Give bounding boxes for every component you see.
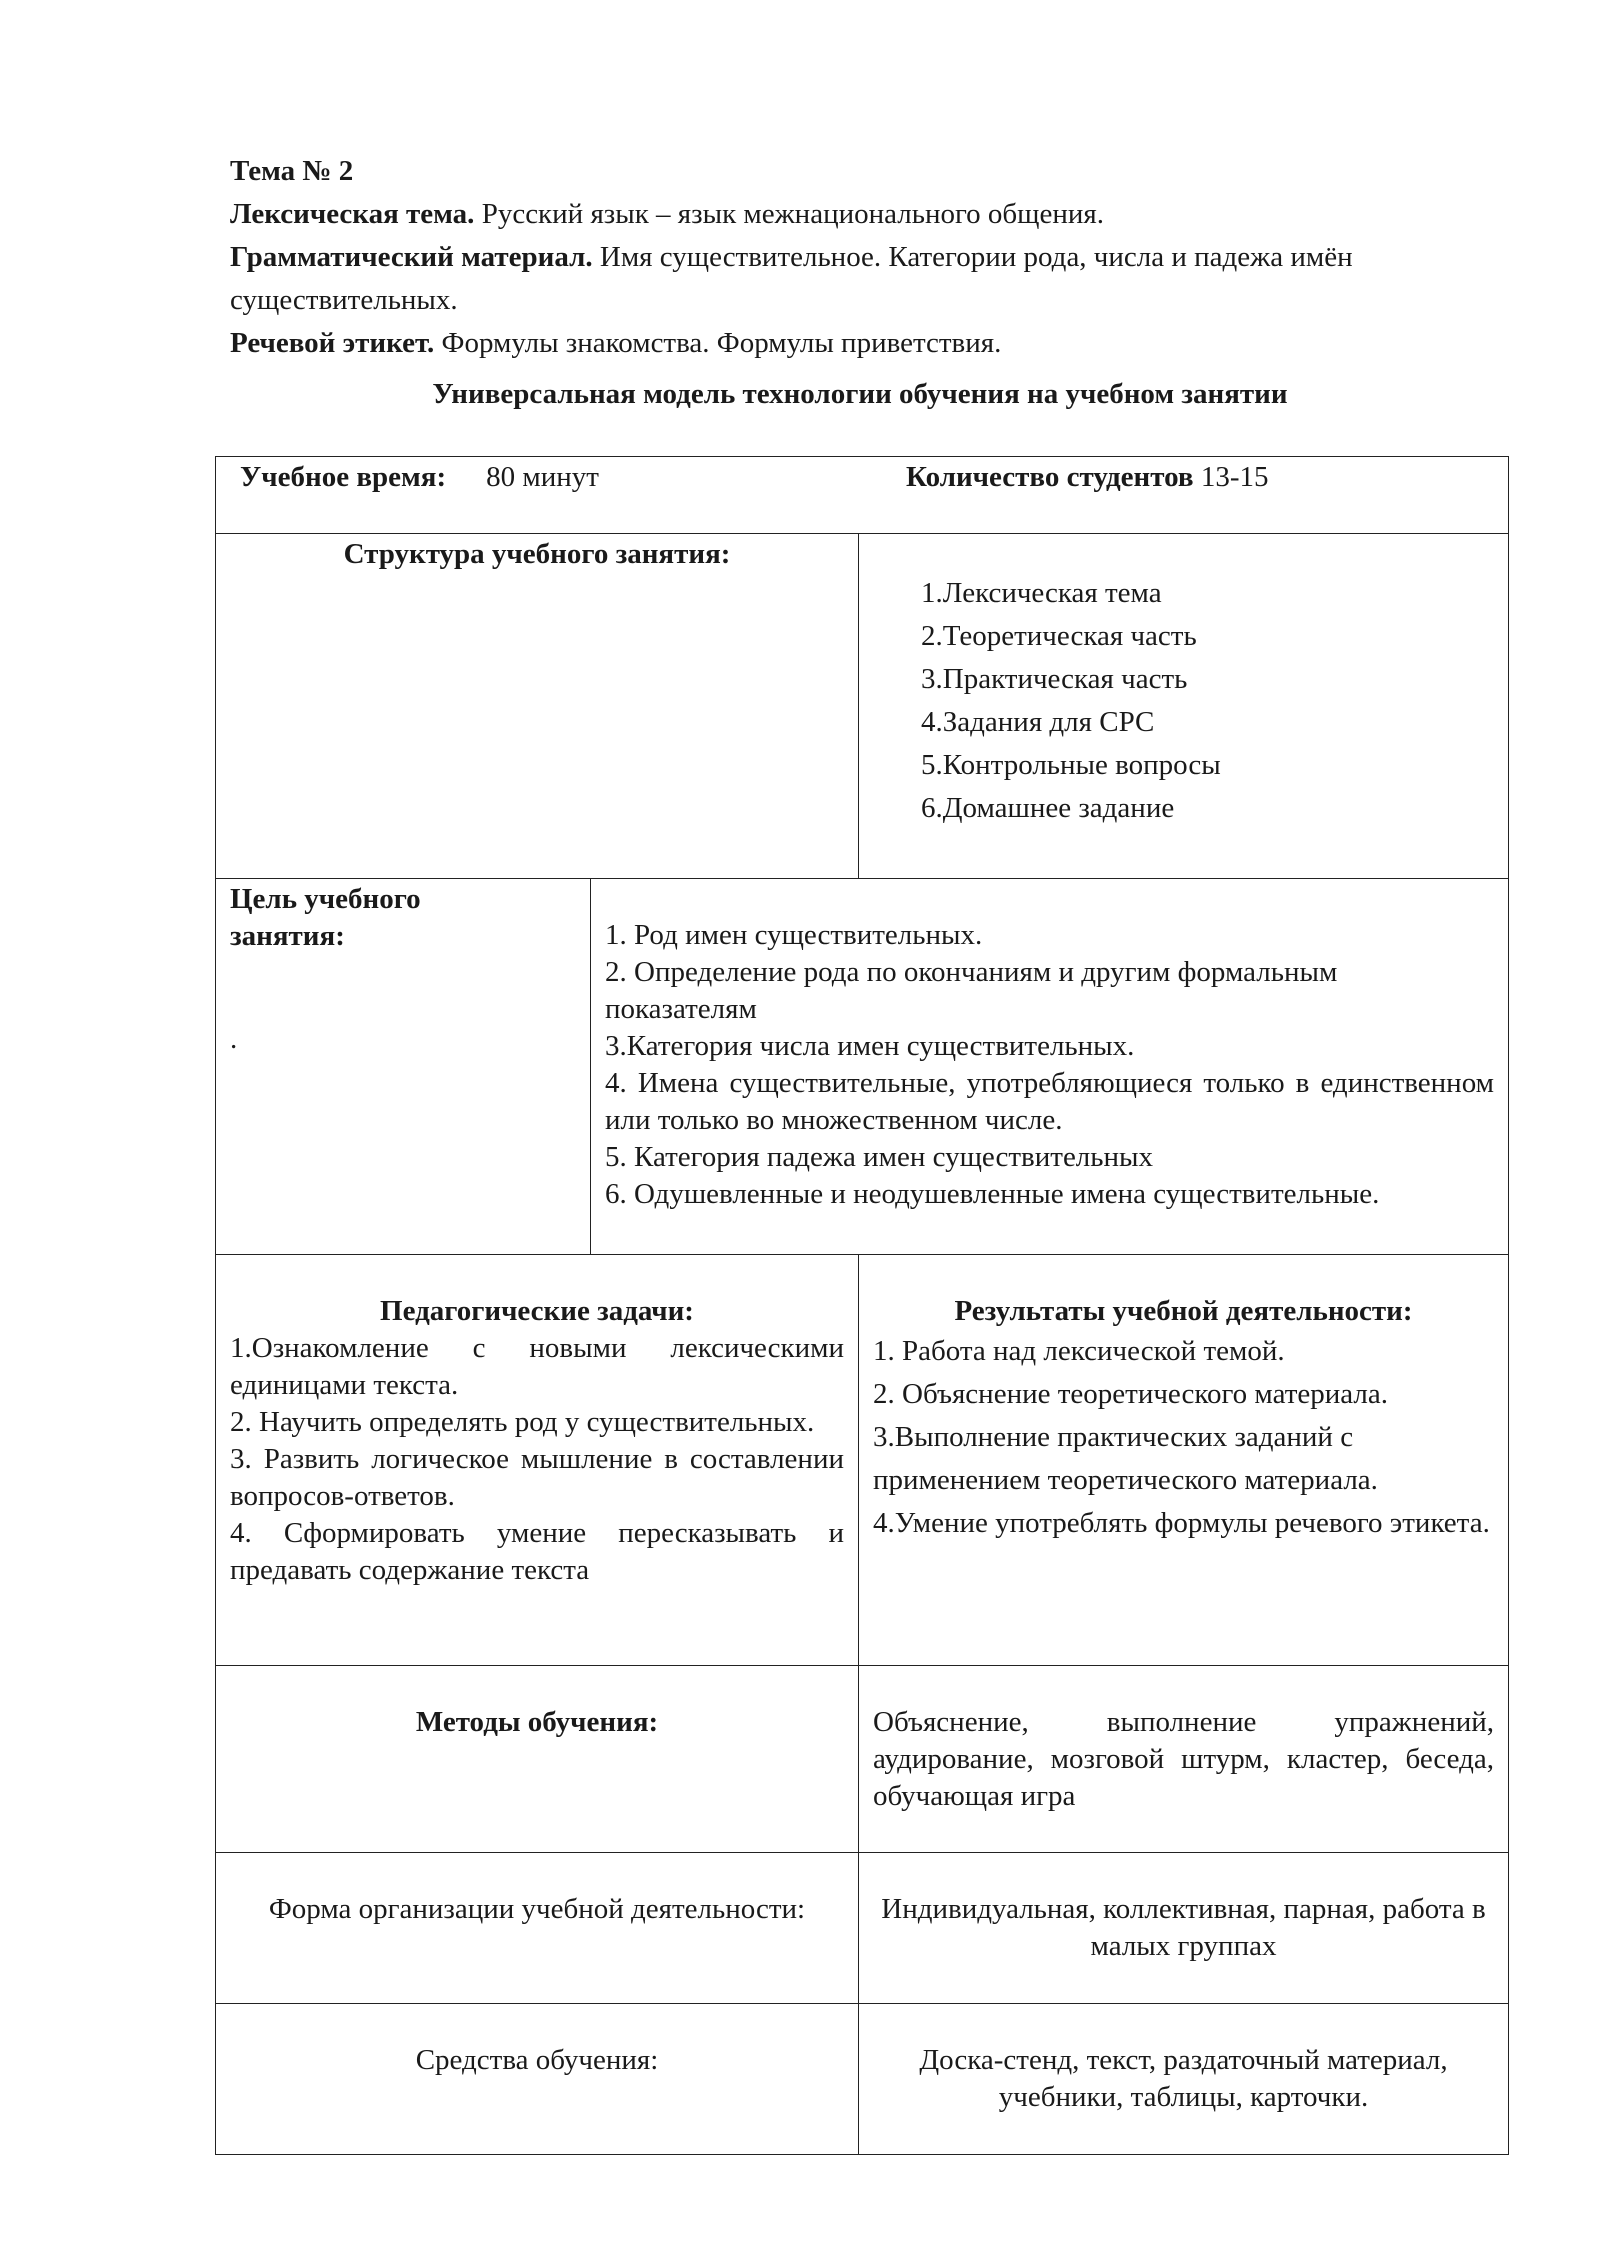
topic-label: Тема № 2 — [230, 155, 354, 187]
students-block — [906, 459, 1268, 496]
structure-row — [216, 534, 1509, 879]
list-item: 3.Выполнение практических заданий с применением теоретического материала. — [873, 1421, 1378, 1496]
form-row — [216, 1853, 1509, 2004]
students-label: Количество студентов — [906, 461, 1194, 493]
time-label: Учебное время: — [240, 461, 447, 493]
tasks-row — [216, 1255, 1509, 1666]
lesson-table — [215, 456, 1509, 2155]
methods-value: Объяснение, выполнение упражнений, аудирование, мозговой штурм, кластер, беседа, обучающая игра — [859, 1666, 1509, 1853]
grammar-value: Имя существительное. Категории рода, числа и падежа имён существительных. — [230, 241, 1353, 316]
list-item: 4. Имена существительные, употребляющиеся только в единственном или только во множественном числе. — [605, 1067, 1495, 1136]
means-value: Доска-стенд, текст, раздаточный материал, учебники, таблицы, карточки. — [859, 2004, 1509, 2155]
grammar-label: Грамматический материал. — [230, 241, 593, 273]
list-item: 3.Практическая часть — [921, 663, 1188, 695]
means-label: Средства обучения: — [216, 2004, 859, 2155]
list-item: 5. Категория падежа имен существительных — [605, 1141, 1154, 1173]
speech-line — [230, 322, 1520, 365]
list-item: 1.Ознакомление с новыми лексическими единицами текста. — [230, 1332, 844, 1401]
form-label: Форма организации учебной деятельности: — [216, 1853, 859, 2004]
methods-label: Методы обучения: — [216, 1666, 859, 1853]
goal-label: Цель учебного занятия: — [230, 883, 421, 952]
list-item: 1. Род имен существительных. — [605, 919, 983, 951]
structure-list-cell — [859, 534, 1509, 879]
topic-line — [230, 150, 1520, 193]
time-row — [216, 457, 1509, 534]
lexical-label: Лексическая тема. — [230, 198, 475, 230]
list-item: 3. Развить логическое мышление в составлении вопросов-ответов. — [230, 1443, 844, 1512]
list-item: 2.Теоретическая часть — [921, 620, 1197, 652]
list-item: 2. Объяснение теоретического материала. — [873, 1378, 1388, 1410]
goal-list-cell — [591, 879, 1509, 1255]
form-value: Индивидуальная, коллективная, парная, работа в малых группах — [859, 1853, 1509, 2004]
tasks-label: Педагогические задачи: — [380, 1295, 694, 1327]
grammar-line — [230, 236, 1520, 322]
model-title: Универсальная модель технологии обучения на учебном занятии — [432, 378, 1288, 410]
list-item: 4.Умение употреблять формулы речевого этикета. — [873, 1507, 1490, 1539]
lesson-header — [230, 150, 1520, 365]
goal-label-cell — [216, 879, 591, 1255]
structure-label: Структура учебного занятия: — [216, 534, 859, 879]
structure-list — [921, 572, 1494, 830]
list-item: 5.Контрольные вопросы — [921, 749, 1221, 781]
speech-value: Формулы знакомства. Формулы приветствия. — [434, 327, 1002, 359]
list-item: 2. Определение рода по окончаниям и другим формальным показателям — [605, 956, 1338, 1025]
goal-row — [216, 879, 1509, 1255]
list-item: 1. Работа над лексической темой. — [873, 1335, 1285, 1367]
means-row — [216, 2004, 1509, 2155]
list-item: 6.Домашнее задание — [921, 792, 1175, 824]
time-block — [240, 459, 599, 496]
speech-label: Речевой этикет. — [230, 327, 435, 359]
list-item: 4.Задания для СРС — [921, 706, 1155, 738]
lexical-value: Русский язык – язык межнационального общения. — [474, 198, 1104, 230]
list-item: 4. Сформировать умение пересказывать и предавать содержание текста — [230, 1517, 844, 1586]
methods-row — [216, 1666, 1509, 1853]
results-label: Результаты учебной деятельности: — [954, 1295, 1413, 1327]
list-item: 2. Научить определять род у существительных. — [230, 1406, 815, 1438]
list-item: 6. Одушевленные и неодушевленные имена существительные. — [605, 1178, 1380, 1210]
lexical-line — [230, 193, 1520, 236]
time-cell — [216, 457, 1509, 534]
time-value: 80 минут — [486, 461, 599, 493]
students-value: 13-15 — [1193, 461, 1269, 493]
list-item: 3.Категория числа имен существительных. — [605, 1030, 1135, 1062]
goal-dot: . — [230, 1023, 238, 1055]
tasks-cell — [216, 1255, 859, 1666]
results-cell — [859, 1255, 1509, 1666]
list-item: 1.Лексическая тема — [921, 577, 1162, 609]
